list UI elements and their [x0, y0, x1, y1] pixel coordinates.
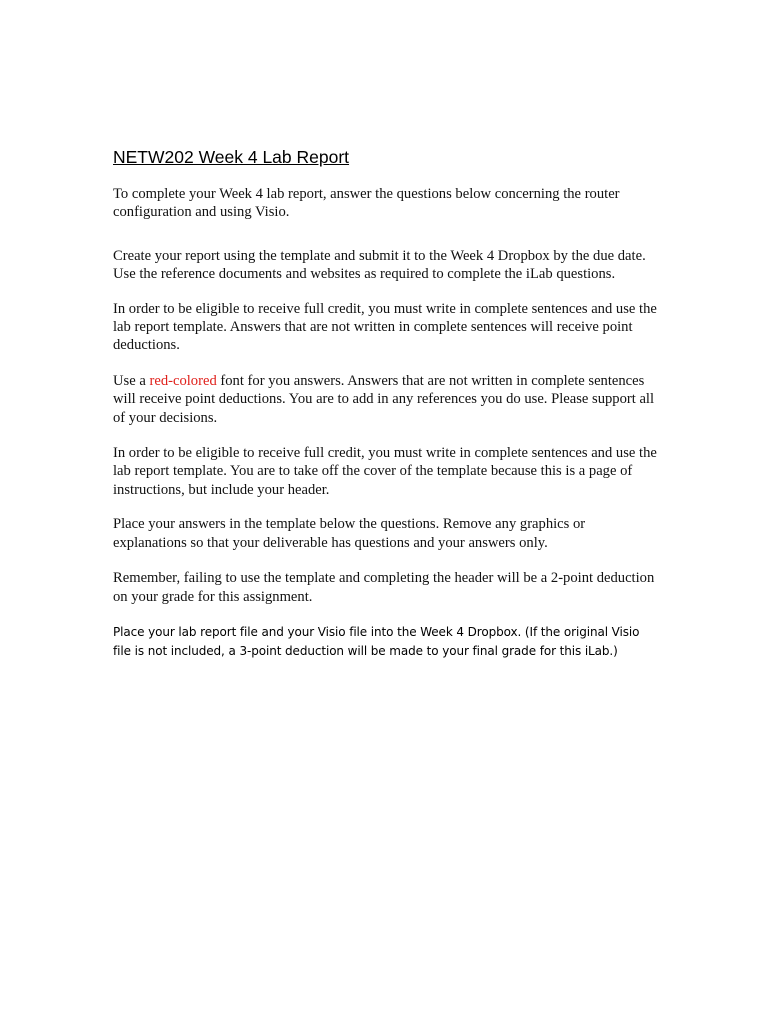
reminder-paragraph: Remember, failing to use the template and completing the header will be a 2-point deduction on your grade for this assignment. — [113, 570, 655, 605]
color-instruction-paragraph — [113, 372, 658, 427]
document-title: NETW202 Week 4 Lab Report — [113, 147, 350, 167]
color-instruction-rest: font for you answers. Answers that are not written in complete sentences will receive point deductions. You are to add in any references you do use. Please support all of your decisions. — [113, 372, 655, 426]
template-answers-paragraph: Place your answers in the template below the questions. Remove any graphics or explanations so that your deliverable has questions and your answers only. — [113, 516, 586, 551]
cover-instruction-paragraph: In order to be eligible to receive full credit, you must write in complete sentences and use the lab report template. You are to take off the cover of the template because this is a page of instructions, but include your header. — [113, 445, 657, 498]
dropbox-note-paragraph: Place your lab report file and your Visio file into the Week 4 Dropbox. (If the original Visio file is not included, a 3-point deduction will be made to your final grade for this iLab.) — [113, 624, 640, 658]
intro-paragraph: To complete your Week 4 lab report, answer the questions below concerning the router configuration and using Visio. — [113, 186, 620, 221]
submission-paragraph: Create your report using the template and submit it to the Week 4 Dropbox by the due date. Use the reference documents and websites as required to complete the iLab questions. — [113, 247, 646, 283]
credit-paragraph: In order to be eligible to receive full credit, you must write in complete sentences and use the lab report template. Answers that are not written in complete sentences will receive point deductions. — [113, 300, 657, 354]
red-colored-highlight: red-colored — [149, 372, 217, 389]
color-instruction-prefix: Use a — [113, 372, 150, 389]
document-body — [113, 145, 658, 661]
